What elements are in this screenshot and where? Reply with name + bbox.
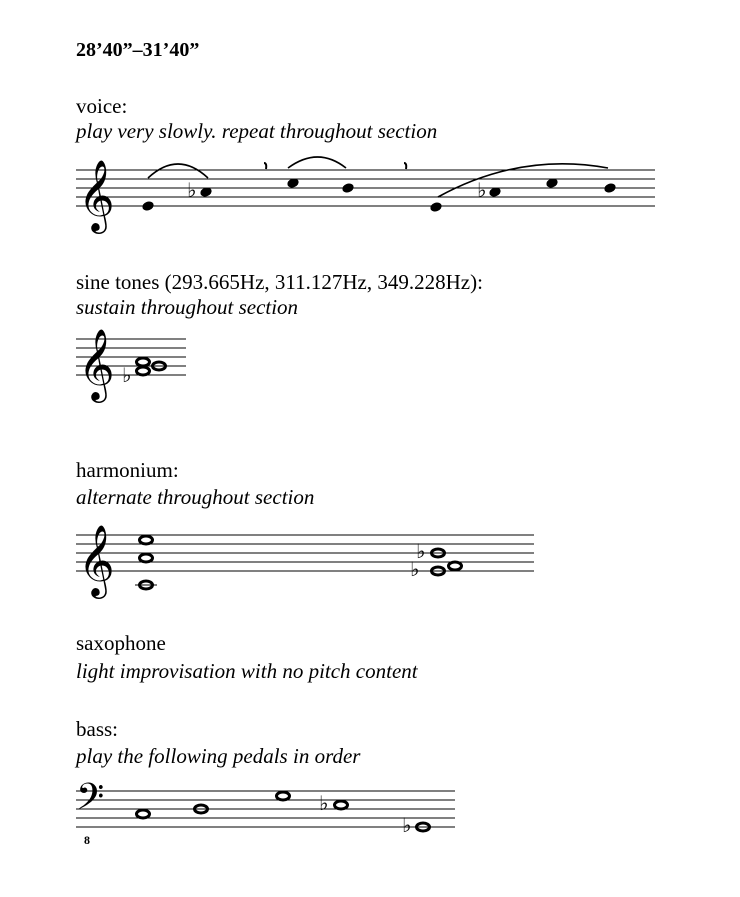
flat-icon: ♭ (477, 178, 487, 202)
flat-icon: ♭ (187, 178, 197, 202)
saxophone-label: saxophone (76, 631, 166, 655)
whole-note (335, 801, 348, 809)
slur (288, 157, 346, 168)
bass-clef-icon: 𝄢 (76, 776, 105, 827)
harmonium-staff (0, 510, 740, 600)
sine-tones-label: sine tones (293.665Hz, 311.127Hz, 349.228Hz): (76, 270, 483, 294)
treble-clef-icon: 𝄞 (78, 327, 115, 400)
slur (148, 164, 208, 178)
octave-marking: 8 (84, 833, 90, 847)
note (141, 200, 155, 212)
whole-note (137, 367, 150, 375)
slur (438, 164, 608, 197)
voice-staff (0, 150, 740, 240)
flat-icon: ♭ (319, 791, 329, 815)
voice-instruction: play very slowly. repeat throughout section (76, 119, 438, 143)
harmonium-label: harmonium: (76, 458, 179, 482)
note (341, 182, 355, 194)
breath-mark-icon (404, 163, 406, 169)
whole-note (449, 562, 462, 570)
whole-note (140, 536, 153, 544)
sine-tones-staff (0, 320, 740, 400)
bass-label: bass: (76, 717, 118, 741)
bass-instruction: play the following pedals in order (76, 744, 361, 768)
saxophone-instruction: light improvisation with no pitch content (76, 659, 418, 683)
breath-mark-icon (264, 163, 266, 169)
treble-clef-icon: 𝄞 (78, 523, 115, 596)
whole-note (140, 554, 153, 562)
flat-icon: ♭ (122, 363, 132, 387)
whole-note (137, 358, 150, 366)
whole-note (277, 792, 290, 800)
flat-icon: ♭ (402, 813, 412, 837)
flat-icon: ♭ (410, 557, 420, 581)
section-title: 28’40”–31’40” (76, 39, 200, 61)
whole-note (137, 810, 150, 818)
note (603, 182, 617, 194)
sine-tones-instruction: sustain throughout section (76, 295, 299, 319)
treble-clef-icon: 𝄞 (78, 158, 115, 231)
voice-label: voice: (76, 94, 128, 118)
harmonium-instruction: alternate throughout section (76, 485, 315, 509)
flat-icon: ♭ (416, 539, 426, 563)
bass-staff (0, 775, 740, 855)
note (429, 201, 443, 213)
